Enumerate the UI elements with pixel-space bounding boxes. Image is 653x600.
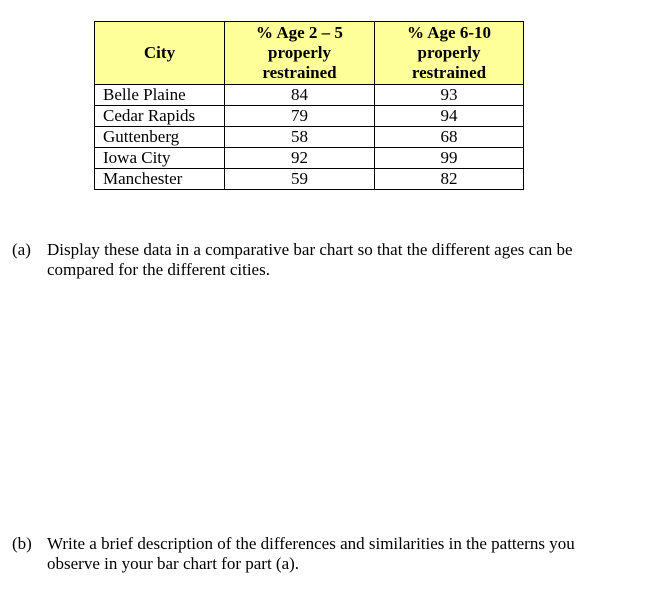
- table-row: [95, 169, 524, 190]
- question-b-text-1: Write a brief description of the differences and similarities in the patterns you: [47, 534, 575, 553]
- city-cell: Guttenberg: [95, 127, 225, 148]
- question-b-text-2: observe in your bar chart for part (a).: [47, 554, 300, 573]
- age-6-10-cell: 99: [375, 148, 524, 169]
- age-6-10-cell: 82: [375, 169, 524, 190]
- header-age-6-10: [375, 22, 524, 85]
- table-row: [95, 127, 524, 148]
- question-a-text-2: compared for the different cities.: [47, 260, 270, 279]
- age-6-10-cell: 68: [375, 127, 524, 148]
- header-age-6-10-line-2: properly: [417, 43, 481, 62]
- header-row: [95, 22, 524, 85]
- header-age-2-5-line-3: restrained: [262, 63, 337, 82]
- question-a-text-1: Display these data in a comparative bar chart so that the different ages can be: [47, 240, 573, 259]
- question-a: [12, 240, 632, 280]
- header-age-2-5-line-2: properly: [268, 43, 331, 62]
- data-table: [94, 21, 524, 190]
- age-2-5-cell: 59: [225, 169, 375, 190]
- question-b-line-1: [12, 534, 632, 554]
- header-age-6-10-line-1: % Age 6-10: [406, 23, 492, 42]
- table-row: [95, 148, 524, 169]
- question-b-label: (b): [12, 534, 32, 553]
- question-a-label: (a): [12, 240, 31, 259]
- header-age-2-5: [225, 22, 375, 85]
- question-a-line-1: [12, 240, 632, 260]
- age-2-5-cell: 58: [225, 127, 375, 148]
- header-age-2-5-line-1: % Age 2 – 5: [256, 23, 343, 42]
- header-age-6-10-line-3: restrained: [411, 63, 487, 82]
- city-cell: Manchester: [95, 169, 225, 190]
- header-city: City: [95, 22, 225, 85]
- age-2-5-cell: 79: [225, 106, 375, 127]
- question-b: [12, 534, 632, 574]
- age-6-10-cell: 94: [375, 106, 524, 127]
- city-cell: Belle Plaine: [95, 85, 225, 106]
- age-2-5-cell: 92: [225, 148, 375, 169]
- table-row: [95, 106, 524, 127]
- city-cell: Iowa City: [95, 148, 225, 169]
- table-row: [95, 85, 524, 106]
- age-6-10-cell: 93: [375, 85, 524, 106]
- age-2-5-cell: 84: [225, 85, 375, 106]
- city-cell: Cedar Rapids: [95, 106, 225, 127]
